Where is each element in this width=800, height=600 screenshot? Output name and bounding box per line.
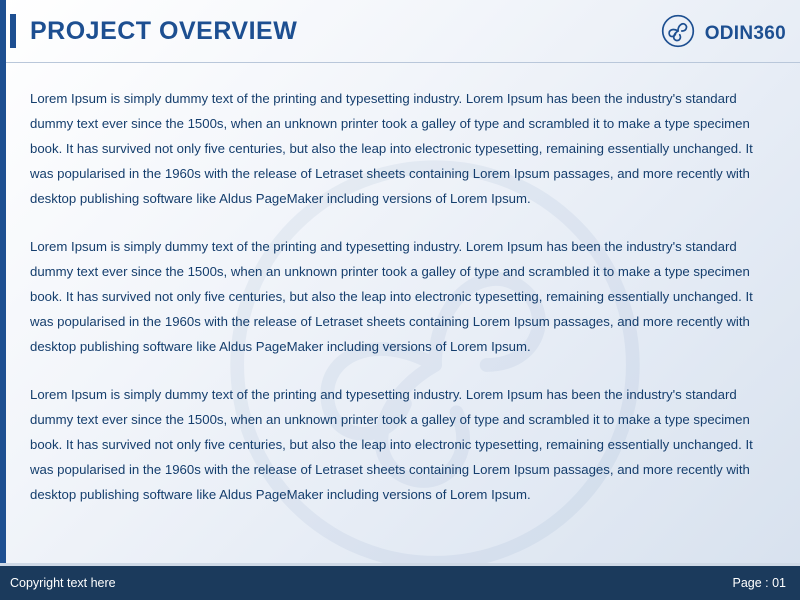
left-accent-bar (0, 0, 6, 600)
footer-page-number: Page : 01 (732, 576, 786, 590)
page-title: PROJECT OVERVIEW (30, 16, 298, 45)
body-paragraph: Lorem Ipsum is simply dummy text of the printing and typesetting industry. Lorem Ipsum has been the industry's standard dummy text ever since the 1500s, when an unknown printer took a galley of type and scrambled it to make a type specimen book. It has survived not only five centuries, but also the leap into electronic typesetting, remaining essentially unchanged. It was popularised in the 1960s with the release of Letraset sheets containing Lorem Ipsum passages, and more recently with desktop publishing software like Aldus PageMaker including versions of Lorem Ipsum. (30, 387, 753, 502)
slide-header (0, 0, 800, 62)
footer-copyright: Copyright text here (10, 576, 116, 590)
page-title-group (10, 14, 297, 48)
slide-footer (0, 566, 800, 600)
body-paragraph: Lorem Ipsum is simply dummy text of the printing and typesetting industry. Lorem Ipsum has been the industry's standard dummy text ever since the 1500s, when an unknown printer took a galley of type and scrambled it to make a type specimen book. It has survived not only five centuries, but also the leap into electronic typesetting, remaining essentially unchanged. It was popularised in the 1960s with the release of Letraset sheets containing Lorem Ipsum passages, and more recently with desktop publishing software like Aldus PageMaker including versions of Lorem Ipsum. (30, 91, 753, 206)
header-divider (6, 62, 800, 63)
triskelion-spiral-logo-icon (661, 14, 695, 53)
brand-lockup (661, 14, 786, 53)
body-content (30, 86, 772, 507)
brand-name: ODIN360 (704, 22, 786, 44)
title-accent-bar (10, 14, 16, 48)
body-paragraph: Lorem Ipsum is simply dummy text of the printing and typesetting industry. Lorem Ipsum has been the industry's standard dummy text ever since the 1500s, when an unknown printer took a galley of type and scrambled it to make a type specimen book. It has survived not only five centuries, but also the leap into electronic typesetting, remaining essentially unchanged. It was popularised in the 1960s with the release of Letraset sheets containing Lorem Ipsum passages, and more recently with desktop publishing software like Aldus PageMaker including versions of Lorem Ipsum. (30, 239, 753, 354)
